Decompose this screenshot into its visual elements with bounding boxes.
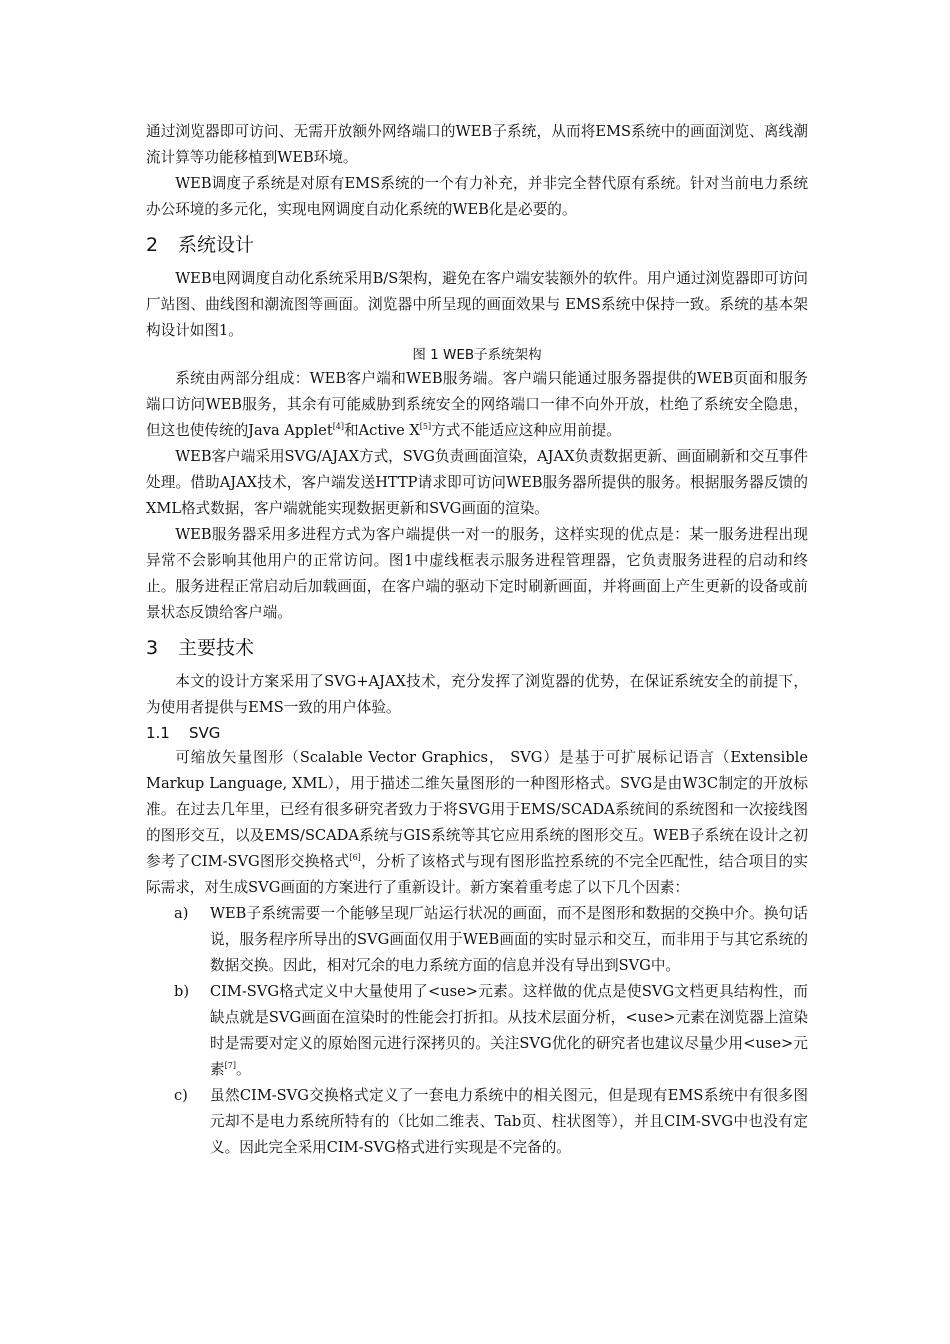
list-item (146, 1083, 808, 1161)
list-marker: a) (174, 905, 189, 922)
subsection-title: SVG (189, 724, 221, 742)
figure-caption: 图 1 WEB子系统架构 (412, 347, 542, 363)
citation-ref: [6] (349, 853, 361, 863)
citation-ref: [4] (332, 422, 345, 432)
text-span: 。 (235, 1061, 251, 1078)
section-2-paragraph-4: WEB服务器采用多进程方式为客户端提供一对一的服务，这样实现的优点是：某一服务进程出现异常不会影响其他用户的正常访问。图1中虚线框表示服务进程管理器，它负责服务进程的启动和终止。服务进程正常启动后加载画面，在客户端的驱动下定时刷新画面，并将画面上产生更新的设备或前景状态反馈给客户端。 (146, 526, 808, 621)
text-span: 系统由两部分组成：WEB客户端和WEB服务端。客户端只能通过服务器提供的WEB页面和服务端口访问WEB服务，其余有可能威胁到系统安全的网络端口一律不向外开放，杜绝了系统安全隐患，但这也使传统的Java Applet (146, 370, 808, 439)
section-2-paragraph-2 (146, 366, 808, 444)
subsection-paragraph-1 (146, 745, 808, 901)
subsection-number: 1.1 (146, 724, 170, 742)
list-marker: c) (174, 1087, 188, 1104)
list-item-text: 虽然CIM-SVG交换格式定义了一套电力系统中的相关图元，但是现有EMS系统中有很多图元却不是电力系统所特有的（比如二维表、Tab页、柱状图等），并且CIM-SVG中也没有定义。因此完全采用CIM-SVG格式进行实现是不完备的。 (210, 1087, 808, 1156)
section-3-paragraph-1: 本文的设计方案采用了SVG+AJAX技术，充分发挥了浏览器的优势，在保证系统安全的前提下，为使用者提供与EMS一致的用户体验。 (146, 673, 808, 716)
list-marker: b) (174, 983, 190, 1000)
list-item (146, 901, 808, 979)
section-2-paragraph-1: WEB电网调度自动化系统采用B/S架构，避免在客户端安装额外的软件。用户通过浏览器即可访问厂站图、曲线图和潮流图等画面。浏览器中所呈现的画面效果与 EMS系统中保持一致。系统的基本架构设计如图1。 (146, 270, 808, 339)
text-span: CIM-SVG格式定义中大量使用了<use>元素。这样做的优点是使SVG文档更具结构性，而缺点就是SVG画面在渲染时的性能会打折扣。从技术层面分析，<use>元素在浏览器上渲染时是需要对定义的原始图元进行深拷贝的。关注SVG优化的研究者也建议尽量少用<use>元素 (210, 983, 808, 1078)
text-span: 和Active X (344, 422, 420, 439)
list-item (146, 979, 808, 1083)
section-title: 系统设计 (178, 234, 255, 256)
section-2-heading (146, 230, 808, 260)
intro-paragraph-1: 通过浏览器即可访问、无需开放额外网络端口的WEB子系统，从而将EMS系统中的画面浏览、离线潮流计算等功能移植到WEB环境。 (146, 123, 808, 166)
intro-paragraph-2: WEB调度子系统是对原有EMS系统的一个有力补充，并非完全替代原有系统。针对当前电力系统办公环境的多元化，实现电网调度自动化系统的WEB化是必要的。 (146, 175, 808, 218)
section-number: 2 (146, 234, 159, 256)
page-content (146, 119, 808, 1161)
section-2-paragraph-3: WEB客户端采用SVG/AJAX方式，SVG负责画面渲染，AJAX负责数据更新、画面刷新和交互事件处理。借助AJAX技术，客户端发送HTTP请求即可访问WEB服务器所提供的服务。根据服务器反馈的XML格式数据，客户端就能实现数据更新和SVG画面的渲染。 (146, 448, 808, 517)
list-item-text (210, 979, 808, 1083)
list-item-text: WEB子系统需要一个能够呈现厂站运行状况的画面，而不是图形和数据的交换中介。换句话说，服务程序所导出的SVG画面仅用于WEB画面的实时显示和交互，而非用于与其它系统的数据交换。因此，相对冗余的电力系统方面的信息并没有导出到SVG中。 (210, 905, 808, 974)
citation-ref: [7] (224, 1061, 236, 1071)
text-span: 可缩放矢量图形（Scalable Vector Graphics， SVG）是基于可扩展标记语言（Extensible Markup Language, XML），用于描述二维矢量图形的一种图形格式。SVG是由W3C制定的开放标准。在过去几年里，已经有很多研究者致力于将SVG用于EMS/SCADA系统间的系统图和一次接线图的图形交互，以及EMS/SCADA系统与GIS系统等其它应用系统的图形交互。WEB子系统在设计之初参考了CIM-SVG图形交换格式 (146, 749, 808, 870)
citation-ref: [5] (419, 422, 432, 432)
text-span: 方式不能适应这种应用前提。 (431, 422, 621, 439)
section-3-heading (146, 633, 808, 663)
section-title: 主要技术 (178, 637, 255, 659)
section-number: 3 (146, 637, 159, 659)
subsection-1-1-heading (146, 721, 808, 745)
text-span: ，分析了该格式与现有图形监控系统的不完全匹配性，结合项目的实际需求，对生成SVG画面的方案进行了重新设计。新方案着重考虑了以下几个因素： (146, 853, 808, 896)
